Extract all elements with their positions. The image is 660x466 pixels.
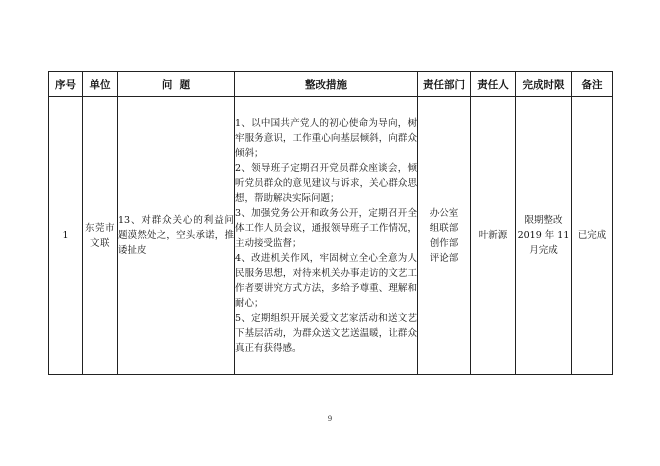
header-remark: 备注 — [572, 72, 613, 97]
department-item: 办公室 — [429, 207, 459, 219]
measure-item: 5、定期组织开展关爱文艺家活动和送文艺下基层活动，为群众送文艺送温暖，让群众真正有获得感。 — [235, 312, 417, 354]
measure-item: 4、改进机关作风，牢固树立全心全意为人民服务思想，对待来机关办事走访的文艺工作者要讲究方式方法，多给予尊重、理解和耐心； — [235, 252, 417, 309]
cell-deadline: 限期整改 2019 年 11 月完成 — [516, 97, 572, 375]
header-deadline: 完成时限 — [516, 72, 572, 97]
page-number: 9 — [327, 415, 333, 423]
table-header-row — [49, 72, 613, 97]
cell-remark: 已完成 — [572, 97, 613, 375]
header-department: 责任部门 — [418, 72, 471, 97]
cell-measures — [235, 97, 418, 375]
header-measures: 整改措施 — [235, 72, 418, 97]
header-index: 序号 — [49, 72, 83, 97]
department-item: 创作部 — [429, 237, 459, 249]
table-row — [49, 97, 613, 375]
header-issue: 问 题 — [118, 72, 235, 97]
cell-issue: 13、对群众关心的利益问题漠然处之，空头承诺，推诿扯皮 — [118, 97, 235, 375]
measure-item: 2、领导班子定期召开党员群众座谈会，倾听党员群众的意见建议与诉求，关心群众思想，帮助解决实际问题； — [235, 162, 417, 204]
header-unit: 单位 — [83, 72, 118, 97]
header-person: 责任人 — [471, 72, 516, 97]
rectification-table — [48, 71, 613, 375]
cell-unit: 东莞市文联 — [83, 97, 118, 375]
department-item: 评论部 — [429, 252, 459, 264]
cell-person: 叶新源 — [471, 97, 516, 375]
measure-item: 1、以中国共产党人的初心使命为导向，树牢服务意识，工作重心向基层倾斜，向群众倾斜； — [235, 117, 417, 159]
measure-item: 3、加强党务公开和政务公开，定期召开全体工作人员会议，通报领导班子工作情况，主动接受监督； — [235, 207, 417, 249]
cell-departments — [418, 97, 471, 375]
cell-index: 1 — [49, 97, 83, 375]
department-item: 组联部 — [429, 222, 459, 234]
